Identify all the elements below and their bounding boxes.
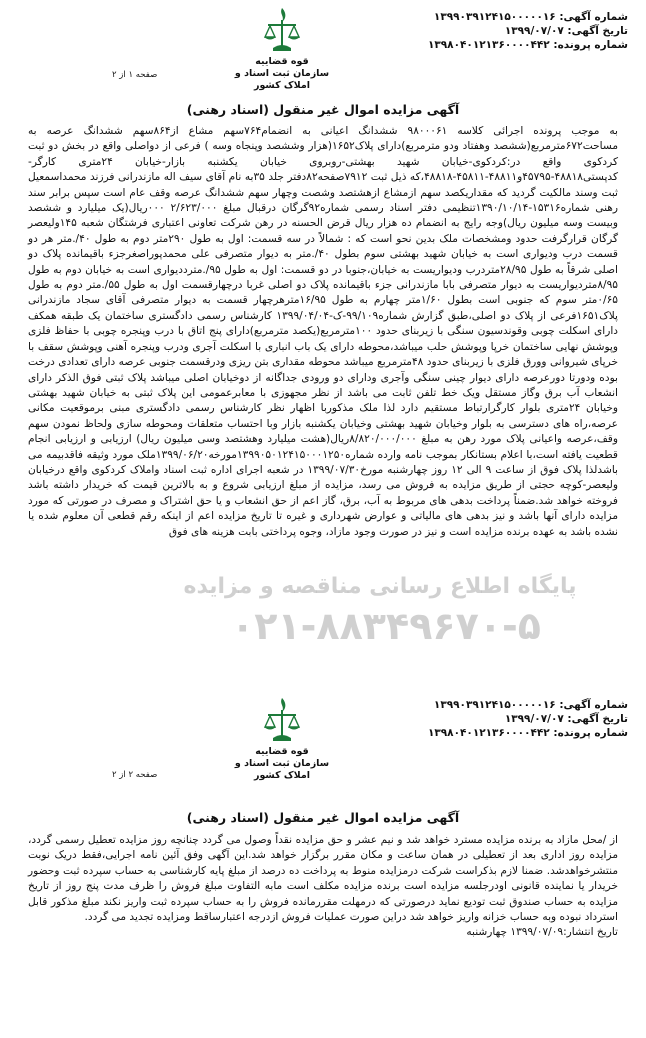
notice-page-2 <box>0 690 646 1038</box>
emblem-caption-registry: سازمان ثبت اسناد و املاک کشور <box>234 758 330 781</box>
notice-title: آگهی مزایده اموال غیر منقول (اسناد رهنی) <box>186 810 460 825</box>
emblem-caption-judiciary: قوه قضاییه <box>255 56 309 67</box>
case-number: شماره پرونده: ۱۳۹۸۰۴۰۱۲۱۳۶۰۰۰۰۴۴۲ <box>427 39 628 51</box>
notice-body: از /محل مازاد به برنده مزایده مسترد خواهد شد و نیم عشر و حق مزایده نقداً وصول می گردد چنانچه روز مزایده تعطیل رسمی گردد، مزایده روز اداری بعد از تعطیلی در همان ساعت و مکان مقرر برگزار خواهد شد.این آگهی وفق آئین نامه اجرایی،فقط دریک نوبت منتشرخواهدشد. ضمنا لازم بذکراست شرکت درمزایده منوط به پرداخت ده درصد از مبلغ پایه کارشناسی به حساب سپرده ثبت وحضور خریدار یا نماینده قانونی اودرجلسه مزایده است برنده مزایده مکلف است مابه التفاوت مبلغ فروش را ظرف مدت پنج روز از تاریخ مزایده به حساب صندوق ثبت تودیع نماید درصورتی که درمهلت مقررمانده فروش را به حساب سپرده ثبت واریز نکند مبلغ مذکور قابل استرداد نبوده وبه حساب خزانه واریز خواهد شد دراین صورت عملیات فروش ازدرجه اعتبارساقط ومزایده تجدید می گردد. <box>28 834 618 924</box>
notice-body: به موجب پرونده اجرائی کلاسه ۹۸۰۰۰۶۱ ششدانگ اعیانی به انضمام۷۶۴سهم مشاع از۸۶۴سهم ششدانگ عرصه به مساحت۶۷۲مترمربع(ششصد وهفتاد ودو مترمربع)دارای پلاک۱۶۵۲(هزار وششصد وپنجاه وسه ) فرعی از دواصلی واقع در بخش دو ثبت کردکوی واقع در:کردکوی-خیابان شهید بهشتی-روبروی خیابان یکشنبه بازار-خیابان ۲۴متری کارگر- کدپستی۴۸۸۱۸-۴۵۷۹۵و۴۸۸۱۱-۴۵۸۱۱-۴۸۸۱۸،که ذیل ثبت ۷۹۱۲صفحه۸۲دفتر جلد ۳۵به نام آقای سیف اله مازندرانی فرزند محمداسمعیل ثبت وسند مالکیت گردید که مقداریکصد سهم ازمشاع ازهشتصد وشصت وچهار سهم ششدانگ عرصه وقف عام است سپس برابر سند رهنی شماره۱۵۳۱۶-۱۳۹۰/۱۰/۱۴تنظیمی دفتر اسناد رسمی شماره۹۲گرگان درقبال مبلغ ۲/۶۲۳/۰۰۰ ۰۰۰ریال(یک میلیارد و ششصد وبیست وسه میلیون ریال)وجه رایج به انضمام ده هزار ریال قرض الحسنه در رهن شرکت تعاونی اعتباری فرشتگان شعبه ۱۴۵ولیعصر گرگان قرارگرفت حدود ومشخصات ملک بدین نحو است که : شمالاً در سه قسمت: اول به طول ۲۹۰متر دوم به طول ۴۰/.متر هر دو قسمت درب ودیواری است به خیابان شهید بهشتی سوم بطول ۴۰/.متر به دیوار متصرفی علی محمدپوراصغرجزء باقیمانده پلاک دو اصلی شرقاً به طول ۲۸/۹۵متردرب ودیواریست به خیابان،جنوبا در دو قسمت: اول به طول ۹۵/.مترددیواری است به خیابان دوم به طول ۸/۹۵متردیواریست به دیوار متصرفی بابا مازندرانی جزء باقیمانده پلاک دو اصلی غربا درچهارقسمت اول به طول ۵۵/.متر دوم به طول ۰/۶۵متر سوم که جنوبی است بطول ۱/۶۰متر چهارم به طول ۱۶/۹۵مترهرچهار قسمت به دیوار متصرفی آقای سجاد مازندرانی پلاک۱۶۵۱فرعی از پلاک دو اصلی،طبق گزارش شماره۹۹/۱۰۹-ک-۱۳۹۹/۰۴/۰۴ کارشناس رسمی دادگستری ساختمان یک طبقه همکف دارای اسکلت چوبی وقوندسیون سنگی با زیربنای حدود ۱۰۰مترمربع(یکصد مترمربع)دارای پنج اتاق با درب وپنجره چوبی با حفاظ فلزی وپوشش نهایی ساختمان خرپا وپوشش حلب میباشد،محوطه دارای یک باب انباری با اسکلت آجری ودرب وپنجره آهنی وپوشش سقف با خرپای شیروانی وورق فلزی با زیربنای حدود ۴۸مترمربع میباشد محوطه مقداری بتن ریزی ودرقسمت جنوبی عرصه دارای تعدادی درخت بوده ودورتا دورعرصه دارای دیوار چینی سنگی وآجری ودارای دو ورودی جداگانه از دوخیابان اصلی میباشد پلاک ثبتی فوق الذکر دارای انشعاب آب برق وگاز مستقل ویک خط تلفن ثابت می باشد از نظر مجهوزی با معابرعمومی این پلاک ثبتی به خیابان شهید بهشتی وخیابان ۲۴متری بلوار کارگرارتباط مستقیم دارد لذا ملک مذکوربا اظهار نظر کارشناس رسمی دادگستری مبنی برموقعیت مکانی عرصه،راه های دسترسی به بلوار وخیابان شهید بهشتی وخیابان یکشنبه بازار وبا احتساب متعلقات ومحوطه سازی ولحاظ نمودن سهم وقف،عرصه واعیانی پلاک مورد رهن به مبلغ ۸/۸۲۰/۰۰۰/۰۰۰ریال(هشت میلیارد وهشتصد وسی میلیون ریال) ارزیابی و ارزیابی انجام قطعیت یافته است،با اعلام بستانکار بموجب نامه وارده شماره۱۳۹۹۰۵۰۱۲۴۱۵۰۰۰۱۲۵۰مورخه۱۳۹۹/۰۶/۲۰ملک مورد وثیقه فاقدبیمه می باشدلذا پلاک فوق از ساعت ۹ الی ۱۲ روز چهارشنبه مورخ۱۳۹۹/۰۷/۳۰ در شعبه اجرای اداره ثبت اسناد واملاک کردکوی واقع درخیابان ولیعصر-کوچه حجتی از طریق مزایده به فروش می رسد، مزایده از مبلغ ارزیابی شروع و به بالاترین قیمت که خریدار داشته باشد فروخته خواهد شد.ضمناً پرداخت بدهی های مربوط به آب، برق، گاز اعم از حق انشعاب و یا حق اشتراک و مصرف در صورتی که مورد مزایده دارای آنها باشد و نیز بدهی های مالیاتی و عوارض شهرداری و غیره تا تاریخ مزایده اعم از اینکه رقم قطعی آن معلوم شده یا نشده باشد به عهده برنده مزایده است و نیز در صورت وجود مازاد، وجوه پرداختی بابت هزینه های فوق <box>28 125 619 538</box>
notice-number: شماره آگهی: ۱۳۹۹۰۳۹۱۲۴۱۵۰۰۰۰۰۱۶ <box>433 699 628 711</box>
watermark-site-name: پایگاه اطلاع رسانی مناقصه و مزایده <box>183 574 577 599</box>
notice-number: شماره آگهی: ۱۳۹۹۰۳۹۱۲۴۱۵۰۰۰۰۰۱۶ <box>433 11 628 23</box>
case-number: شماره پرونده: ۱۳۹۸۰۴۰۱۲۱۳۶۰۰۰۰۴۴۲ <box>427 727 628 739</box>
notice-title: آگهی مزایده اموال غیر منقول (اسناد رهنی) <box>186 102 460 117</box>
notice-body-container <box>28 833 618 941</box>
publish-date: تاریخ انتشار:۱۳۹۹/۰۷/۰۹ چهارشنبه <box>466 926 618 939</box>
notice-meta <box>428 698 628 740</box>
page-number: صفحه ۲ از ۲ <box>112 770 158 780</box>
notice-date: تاریخ آگهی: ۱۳۹۹/۰۷/۰۷ <box>504 713 628 725</box>
notice-meta <box>428 10 628 52</box>
watermark <box>0 552 646 672</box>
notice-date: تاریخ آگهی: ۱۳۹۹/۰۷/۰۷ <box>504 25 628 37</box>
emblem-caption-registry: سازمان ثبت اسناد و املاک کشور <box>234 68 330 91</box>
scales-emblem-icon <box>259 4 305 56</box>
judiciary-emblem <box>232 694 332 782</box>
scales-emblem-icon <box>259 694 305 746</box>
page-number: صفحه ۱ از ۲ <box>112 70 158 80</box>
watermark-phone: ۰۲۱-۸۸۳۴۹۶۷۰-۵ <box>231 604 541 648</box>
judiciary-emblem <box>232 4 332 92</box>
emblem-caption-judiciary: قوه قضاییه <box>255 746 309 757</box>
